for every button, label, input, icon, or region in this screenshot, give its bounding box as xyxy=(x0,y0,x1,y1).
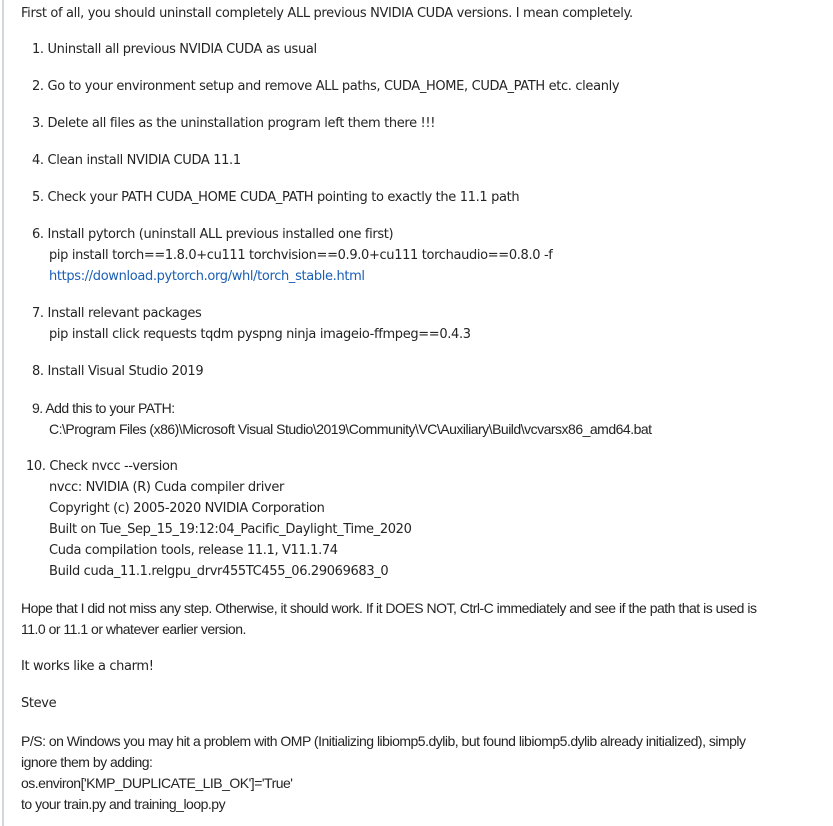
step-7 xyxy=(32,303,201,324)
nvcc-output-line: Built on Tue_Sep_15_19:12:04_Pacific_Daylight_Time_2020 xyxy=(49,522,412,537)
pip-install-torch-command: pip install torch==1.8.0+cu111 torchvision==0.9.0+cu111 torchaudio==0.8.0 -f xyxy=(49,248,553,263)
intro-text: First of all, you should uninstall completely ALL previous NVIDIA CUDA versions. I mean completely. xyxy=(21,6,633,21)
ps-text-line-4: to your train.py and training_loop.py xyxy=(21,796,226,812)
nvcc-output-line: Cuda compilation tools, release 11.1, V11.1.74 xyxy=(49,543,338,558)
step-number: 3. xyxy=(32,116,44,131)
step-5 xyxy=(32,187,519,208)
step-text: Add this to your PATH: xyxy=(45,400,175,416)
nvcc-output-line: Build cuda_11.1.relgpu_drvr455TC455_06.29069683_0 xyxy=(49,564,389,579)
step-number: 7. xyxy=(32,306,44,321)
step-1 xyxy=(32,39,317,60)
post-body xyxy=(2,0,833,826)
step-number: 9. xyxy=(32,400,43,416)
pytorch-stable-link[interactable]: https://download.pytorch.org/whl/torch_stable.html xyxy=(49,269,365,284)
step-text: Install relevant packages xyxy=(47,306,202,321)
step-number: 1. xyxy=(32,42,44,57)
step-4 xyxy=(32,150,241,171)
step-number: 4. xyxy=(32,153,44,168)
step-text: Install pytorch (uninstall ALL previous installed one first) xyxy=(47,227,394,242)
step-6 xyxy=(32,224,393,245)
step-number: 8. xyxy=(32,364,44,379)
step-text: Uninstall all previous NVIDIA CUDA as usual xyxy=(47,42,317,57)
charm-text: It works like a charm! xyxy=(21,659,154,674)
step-number: 2. xyxy=(32,79,44,94)
hope-text-line-2: 11.0 or 11.1 or whatever earlier version. xyxy=(21,621,246,637)
step-text: Delete all files as the uninstallation program left them there !!! xyxy=(47,116,436,131)
step-2 xyxy=(32,76,619,97)
ps-code-line: os.environ['KMP_DUPLICATE_LIB_OK']='True' xyxy=(21,775,293,791)
step-9 xyxy=(32,398,175,419)
step-3 xyxy=(32,113,435,134)
step-10 xyxy=(26,456,178,477)
signature: Steve xyxy=(21,696,57,711)
pip-install-packages-command: pip install click requests tqdm pyspng ninja imageio-ffmpeg==0.4.3 xyxy=(49,327,471,342)
step-number: 10. xyxy=(26,459,46,474)
pytorch-link-line xyxy=(49,266,365,287)
hope-text-line-1: Hope that I did not miss any step. Otherwise, it should work. If it DOES NOT, Ctrl-C immediately and see if the path that is used is xyxy=(21,600,757,616)
step-number: 5. xyxy=(32,190,44,205)
step-text: Check your PATH CUDA_HOME CUDA_PATH pointing to exactly the 11.1 path xyxy=(47,190,520,205)
nvcc-output-line: nvcc: NVIDIA (R) Cuda compiler driver xyxy=(49,480,285,495)
step-text: Check nvcc --version xyxy=(49,459,178,474)
ps-text-line-1: P/S: on Windows you may hit a problem with OMP (Initializing libiomp5.dylib, but found libiomp5.dylib already initialized), simply xyxy=(21,733,746,749)
step-text: Clean install NVIDIA CUDA 11.1 xyxy=(47,153,241,168)
ps-text-line-2: ignore them by adding: xyxy=(21,754,153,770)
step-8 xyxy=(32,361,203,382)
step-text: Install Visual Studio 2019 xyxy=(47,364,204,379)
step-number: 6. xyxy=(32,227,44,242)
vcvars-path: C:\Program Files (x86)\Microsoft Visual Studio\2019\Community\VC\Auxiliary\Build\vcvarsx86_amd64.bat xyxy=(49,421,652,437)
step-text: Go to your environment setup and remove ALL paths, CUDA_HOME, CUDA_PATH etc. cleanly xyxy=(47,79,620,94)
nvcc-output-line: Copyright (c) 2005-2020 NVIDIA Corporation xyxy=(49,501,325,516)
